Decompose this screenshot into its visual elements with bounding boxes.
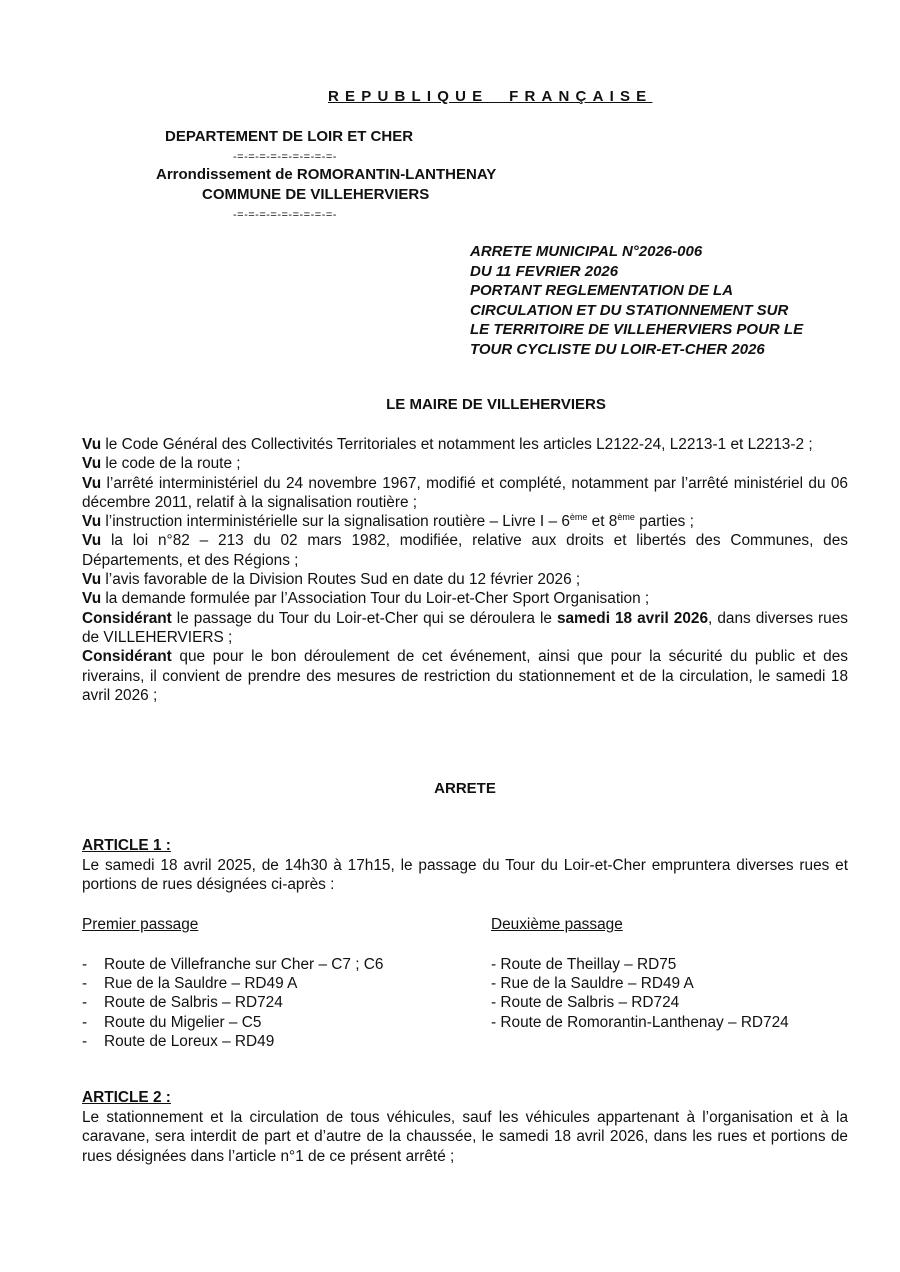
arrete-title-line: TOUR CYCLISTE DU LOIR-ET-CHER 2026 <box>470 340 765 358</box>
first-passage-route-list <box>82 955 383 1051</box>
visa-text: l’arrêté interministériel du 24 novembre 1967, modifié et complété, notamment par l’arrêté ministériel du 06 décembre 2011, relatif à la signalisation routière ; <box>82 474 848 511</box>
vu-label: Vu <box>82 513 102 531</box>
list-dash: - <box>82 956 88 973</box>
arrete-title-line: ARRETE MUNICIPAL N°2026-006 <box>470 243 703 260</box>
departement-title: DEPARTEMENT DE LOIR ET CHER <box>165 128 414 145</box>
first-passage-heading: Premier passage <box>82 916 199 933</box>
list-item <box>82 1013 383 1032</box>
arrete-title-line: DU 11 FEVRIER 2026 <box>470 262 619 280</box>
list-item <box>82 974 383 993</box>
vu-label: Vu <box>82 436 102 453</box>
visa-text: et 8 <box>587 513 618 531</box>
visa-paragraph <box>82 435 848 454</box>
considerant-paragraph <box>82 647 848 705</box>
considerant-text: le passage du Tour du Loir-et-Cher qui se déroulera le <box>171 609 557 627</box>
list-item: - Route de Salbris – RD724 <box>491 994 680 1012</box>
commune-title: COMMUNE DE VILLEHERVIERS <box>202 186 430 203</box>
visa-text: parties ; <box>634 513 694 531</box>
visas-block <box>82 435 848 705</box>
considerant-date: samedi 18 avril 2026 <box>556 609 709 627</box>
considerant-label: Considérant <box>82 609 172 627</box>
visa-text: la demande formulée par l’Association Tour du Loir-et-Cher Sport Organisation ; <box>101 590 650 608</box>
list-dash: - <box>82 975 88 993</box>
considerant-paragraph <box>82 609 848 648</box>
list-dash: - <box>82 1032 88 1050</box>
visa-paragraph <box>82 512 848 531</box>
list-item: - Rue de la Sauldre – RD49 A <box>491 975 694 993</box>
list-dash: - <box>82 994 88 1012</box>
visa-text: la loi n°82 – 213 du 02 mars 1982, modifiée, relative aux droits et libertés des Communes, des Départements, et des Régions ; <box>82 532 848 569</box>
arrete-title-line: CIRCULATION ET DU STATIONNEMENT SUR <box>470 301 789 319</box>
arrete-title-line: LE TERRITOIRE DE VILLEHERVIERS POUR LE <box>470 321 804 339</box>
list-item <box>82 1032 383 1051</box>
arrondissement-title: Arrondissement de ROMORANTIN-LANTHENAY <box>156 166 497 183</box>
separator-line: -=-=-=-=-=-=-=-=-=- <box>233 209 337 221</box>
vu-label: Vu <box>82 571 102 589</box>
article-2-text: Le stationnement et la circulation de tous véhicules, sauf les véhicules appartenant à l’organisation et à la caravane, sera interdit de part et d’autre de la chaussée, le samedi 18 avril 2026, dans les rues et portions de rues désignées dans l’article n°1 de ce présent arrêté ; <box>82 1109 848 1165</box>
vu-label: Vu <box>82 590 102 608</box>
list-item <box>82 955 383 974</box>
considerant-text: que pour le bon déroulement de cet événement, ainsi que pour la sécurité du public et des riverains, il convient de prendre des mesures de restriction du stationnement et de la circulation, le samedi 18 avril 2026 ; <box>82 648 848 704</box>
route-name: Route du Migelier – C5 <box>104 1013 262 1031</box>
route-name: Rue de la Sauldre – RD49 A <box>104 975 298 993</box>
visa-text: le Code Général des Collectivités Territoriales et notamment les articles L2122-24, L2213-1 et L2213-2 ; <box>101 436 813 453</box>
second-passage-route-list <box>491 955 789 1032</box>
visa-paragraph <box>82 570 848 589</box>
article-1-title: ARTICLE 1 : <box>82 837 171 854</box>
list-item: - Route de Theillay – RD75 <box>491 956 677 973</box>
article-1-text: Le samedi 18 avril 2025, de 14h30 à 17h15, le passage du Tour du Loir-et-Cher empruntera diverses rues et portions de rues désignées ci-après : <box>82 857 848 894</box>
visa-text: l’avis favorable de la Division Routes Sud en date du 12 février 2026 ; <box>101 571 581 589</box>
arrete-heading: ARRETE <box>434 780 496 797</box>
route-name: Route de Salbris – RD724 <box>104 994 283 1012</box>
vu-label: Vu <box>82 474 102 492</box>
visa-paragraph <box>82 531 848 570</box>
second-passage-heading: Deuxième passage <box>491 916 623 933</box>
vu-label: Vu <box>82 455 102 473</box>
list-item: - Route de Romorantin-Lanthenay – RD724 <box>491 1013 789 1031</box>
visa-paragraph <box>82 474 848 513</box>
visa-text: l’instruction interministérielle sur la signalisation routière – Livre I – 6 <box>101 513 570 531</box>
arrete-title-block <box>470 242 870 360</box>
article-2-title: ARTICLE 2 : <box>82 1089 171 1106</box>
republique-header: REPUBLIQUE FRANÇAISE <box>328 88 653 105</box>
separator-line: -=-=-=-=-=-=-=-=-=- <box>233 151 337 163</box>
considerant-text: , dans diverses rues de VILLEHERVIERS ; <box>82 609 848 646</box>
considerant-label: Considérant <box>82 648 172 666</box>
list-dash: - <box>82 1013 88 1031</box>
list-item <box>82 993 383 1012</box>
vu-label: Vu <box>82 532 102 550</box>
arrete-title-line: PORTANT REGLEMENTATION DE LA <box>470 282 734 300</box>
visa-text: le code de la route ; <box>101 455 241 473</box>
visa-paragraph <box>82 454 848 473</box>
maire-heading: LE MAIRE DE VILLEHERVIERS <box>386 396 606 413</box>
superscript: ème <box>569 512 588 523</box>
superscript: ème <box>617 512 635 523</box>
route-name: Route de Villefranche sur Cher – C7 ; C6 <box>104 956 384 973</box>
route-name: Route de Loreux – RD49 <box>104 1032 275 1050</box>
visa-paragraph <box>82 589 848 608</box>
